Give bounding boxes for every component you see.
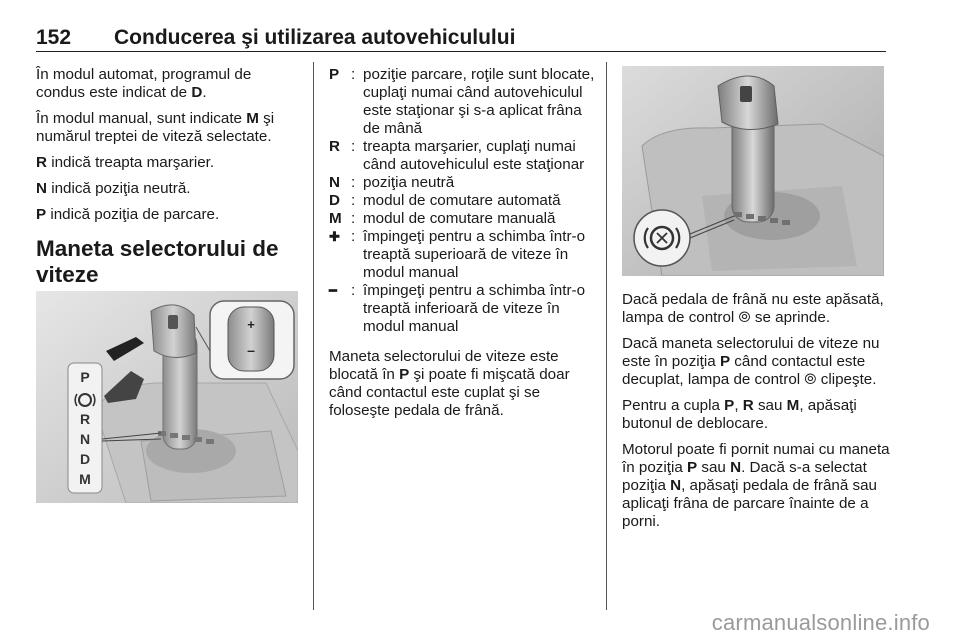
definition-row [329, 174, 595, 192]
column-divider-left [313, 62, 314, 610]
indicator-letter-d: D [79, 451, 91, 467]
definition-colon: : [351, 192, 356, 209]
definition-row [329, 138, 595, 174]
column-divider-right [606, 62, 607, 610]
definition-key: N [329, 174, 340, 191]
definition-key: P [329, 66, 340, 83]
unlock-button-illustration [622, 66, 884, 276]
paragraph-unlock-button: Pentru a cupla P, R sau M, apăsaţi butonul de deblocare. [622, 397, 857, 432]
indicator-letter-p: P [80, 369, 90, 385]
definition-text: poziţie parcare, roţile sunt blocate, cuplaţi numai când autovehiculul este staţionar şi s-a aplicat frâna de mână [363, 66, 595, 137]
plus-icon: ✚ [329, 229, 340, 244]
definition-row [329, 228, 595, 282]
definition-row [329, 66, 595, 138]
middle-column [329, 66, 595, 428]
paragraph-manual-mode: În modul manual, sunt indicate M şi numărul treptei de viteză selectate. [36, 110, 275, 145]
definition-colon: : [351, 138, 356, 155]
paragraph-reverse: R indică treapta marşarier. [36, 154, 215, 171]
definition-colon: : [351, 174, 356, 191]
minus-icon: – [247, 342, 255, 358]
definition-colon: : [351, 66, 356, 83]
definition-row [329, 282, 595, 336]
definition-key: M [329, 210, 342, 227]
definition-text: poziţia neutră [363, 174, 455, 191]
definition-row [329, 210, 595, 228]
left-column [36, 66, 304, 300]
page-number: 152 [36, 26, 72, 49]
definition-colon: : [351, 282, 356, 299]
indicator-letter-m: M [79, 471, 91, 487]
definition-text: împingeţi pentru a schimba într-o treaptă inferioară de viteze în modul manual [363, 282, 586, 335]
section-heading: Maneta selectorului de viteze [36, 236, 279, 287]
paragraph-neutral: N indică poziţia neutră. [36, 180, 191, 197]
paragraph-brake-lamp: Dacă pedala de frână nu este apăsată, lampa de control ⦾ se aprinde. [622, 291, 884, 326]
definition-text: modul de comutare manuală [363, 210, 556, 227]
right-column [622, 291, 890, 539]
definition-text: împingeţi pentru a schimba într-o treaptă superioară de viteze în modul manual [363, 228, 586, 281]
definition-list [329, 66, 595, 336]
definition-colon: : [351, 228, 356, 245]
paragraph-engine-start: Motorul poate fi pornit numai cu maneta în poziţia P sau N. Dacă s-a selectat poziţia N, apăsaţi pedala de frână sau aplicaţi frâna de parcare înainte de a porni. [622, 441, 890, 530]
chapter-title: Conducerea şi utilizarea autovehiculului [114, 26, 516, 49]
indicator-letter-r: R [79, 411, 91, 427]
definition-text: modul de comutare automată [363, 192, 561, 209]
definition-key: R [329, 138, 340, 155]
control-lamp-icon: ⦾ [804, 371, 817, 388]
minus-icon: ━ [329, 283, 337, 298]
page-header [36, 26, 886, 52]
definition-key: D [329, 192, 340, 209]
definition-text: treapta marşarier, cuplaţi numai când autovehiculul este staţionar [363, 138, 585, 173]
control-lamp-icon: ⦾ [738, 309, 751, 326]
paragraph-automatic-mode: În modul automat, programul de condus este indicat de D. [36, 66, 252, 101]
definition-colon: : [351, 210, 356, 227]
paragraph-lever-locked: Maneta selectorului de viteze este blocată în P şi poate fi mişcată doar când contactul este cuplat şi se foloseşte pedala de frână. [329, 348, 570, 419]
paragraph-lamp-flashes: Dacă maneta selectorului de viteze nu este în poziţia P când contactul este decuplat, lampa de control ⦾ clipeşte. [622, 335, 880, 388]
definition-row [329, 192, 595, 210]
selector-lever-illustration [36, 291, 298, 503]
paragraph-park: P indică poziţia de parcare. [36, 206, 220, 223]
indicator-letter-n: N [79, 431, 91, 447]
plus-icon: + [247, 317, 255, 332]
watermark: carmanualsonline.info [711, 610, 930, 635]
